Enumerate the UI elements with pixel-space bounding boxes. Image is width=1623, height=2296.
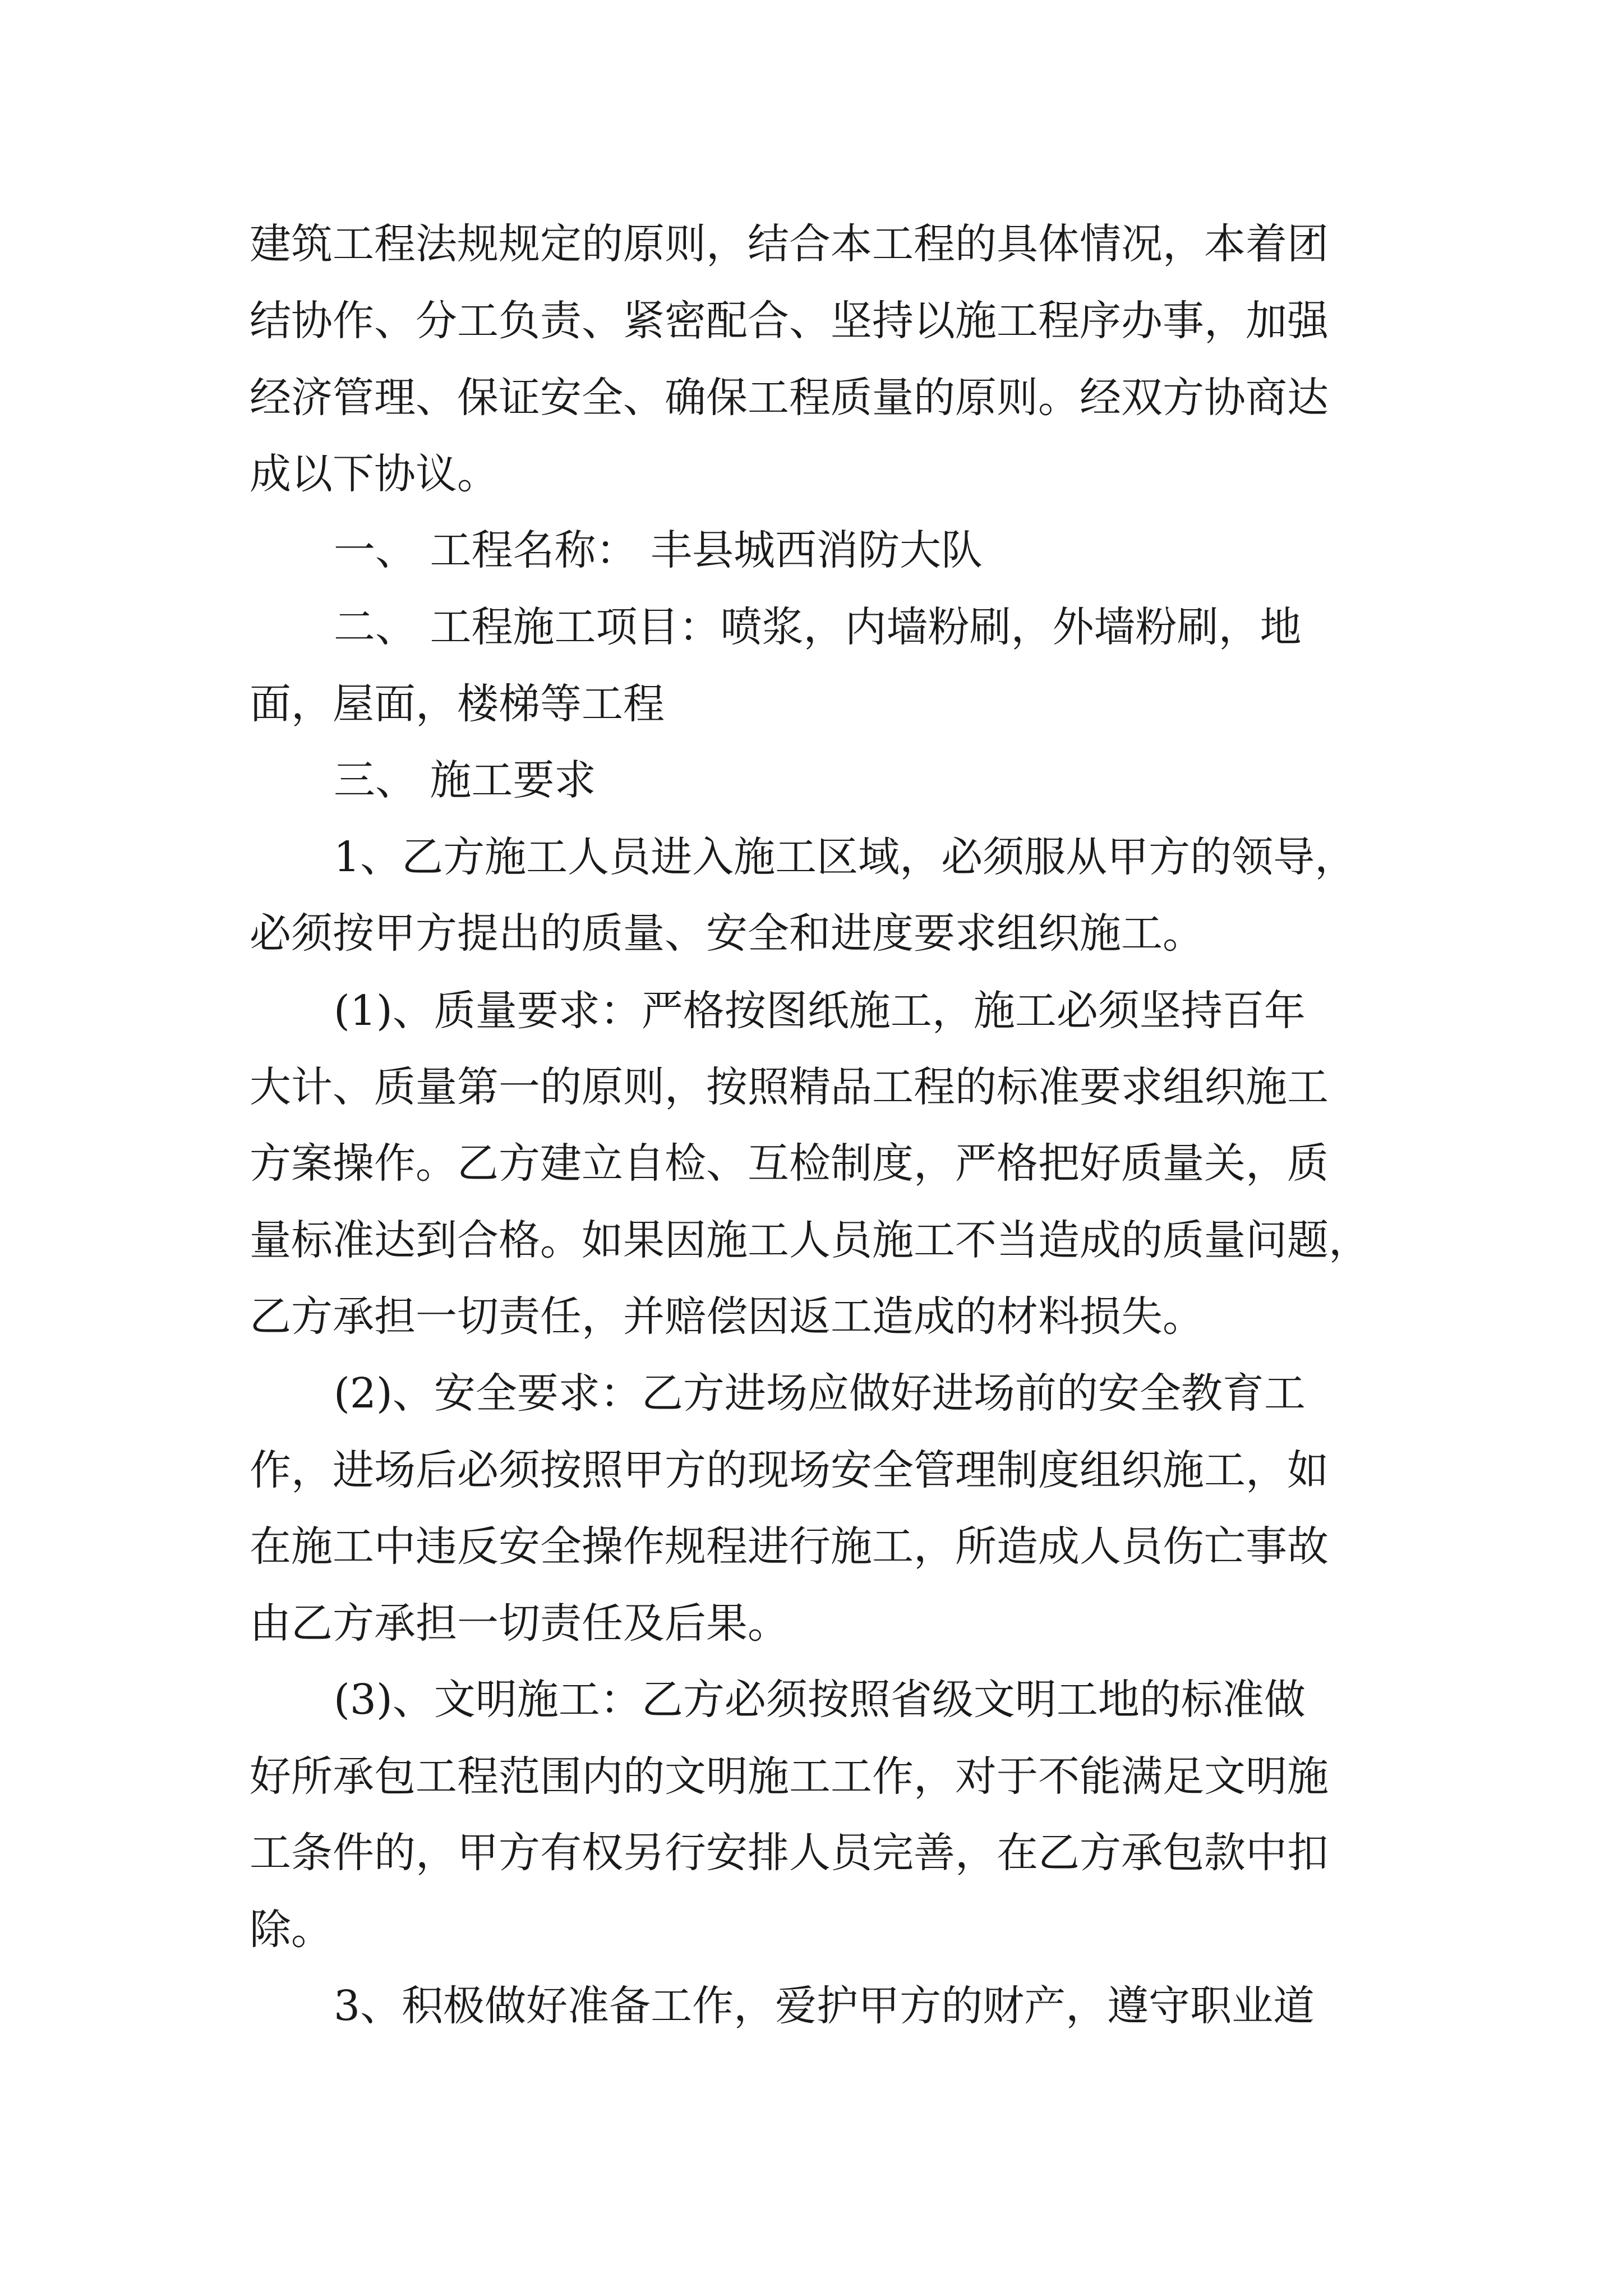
text-line: 方案操作。乙方建立自检、互检制度，严格把好质量关，质 xyxy=(250,1139,1329,1188)
text-line: 在施工中违反安全操作规程进行施工，所造成人员伤亡事故 xyxy=(250,1522,1329,1571)
text-line: 好所承包工程范围内的文明施工工作，对于不能满足文明施 xyxy=(250,1752,1329,1801)
text-line: 1、乙方施工人员进入施工区域，必须服从甲方的领导， xyxy=(334,833,1357,881)
section-heading-project-name: 一、 工程名称： 丰县城西消防大队 xyxy=(334,526,983,574)
text-line: 由乙方承担一切责任及后果。 xyxy=(250,1599,789,1648)
text-line: 大计、质量第一的原则，按照精品工程的标准要求组织施工 xyxy=(250,1063,1329,1111)
text-line: 量标准达到合格。如果因施工人员施工不当造成的质量问题， xyxy=(250,1216,1370,1264)
text-line: 必须按甲方提出的质量、安全和进度要求组织施工。 xyxy=(250,909,1204,958)
section-heading-project-items: 二、 工程施工项目：喷浆，内墙粉刷，外墙粉刷，地 xyxy=(334,603,1302,651)
text-line: (2)、安全要求：乙方进场应做好进场前的安全教育工 xyxy=(334,1369,1306,1418)
section-heading-requirements: 三、 施工要求 xyxy=(334,756,596,804)
text-line: 面，屋面，楼梯等工程 xyxy=(250,680,665,728)
text-line: 建筑工程法规规定的原则，结合本工程的具体情况，本着团 xyxy=(250,220,1329,268)
text-line: 工条件的，甲方有权另行安排人员完善，在乙方承包款中扣 xyxy=(250,1829,1329,1877)
text-line: 除。 xyxy=(250,1906,333,1954)
text-line: 结协作、分工负责、紧密配合、坚持以施工程序办事，加强 xyxy=(250,297,1329,345)
text-line: 乙方承担一切责任，并赔偿因返工造成的材料损失。 xyxy=(250,1292,1204,1341)
text-line: 作，进场后必须按照甲方的现场安全管理制度组织施工，如 xyxy=(250,1446,1329,1494)
text-line: 成以下协议。 xyxy=(250,450,499,498)
text-line: (1)、质量要求：严格按图纸施工，施工必须坚持百年 xyxy=(334,987,1306,1035)
text-line: 3、积极做好准备工作，爱护甲方的财产，遵守职业道 xyxy=(334,1982,1315,2030)
text-line: 经济管理、保证安全、确保工程质量的原则。经双方协商达 xyxy=(250,374,1329,422)
text-line: (3)、文明施工：乙方必须按照省级文明工地的标准做 xyxy=(334,1676,1306,1724)
